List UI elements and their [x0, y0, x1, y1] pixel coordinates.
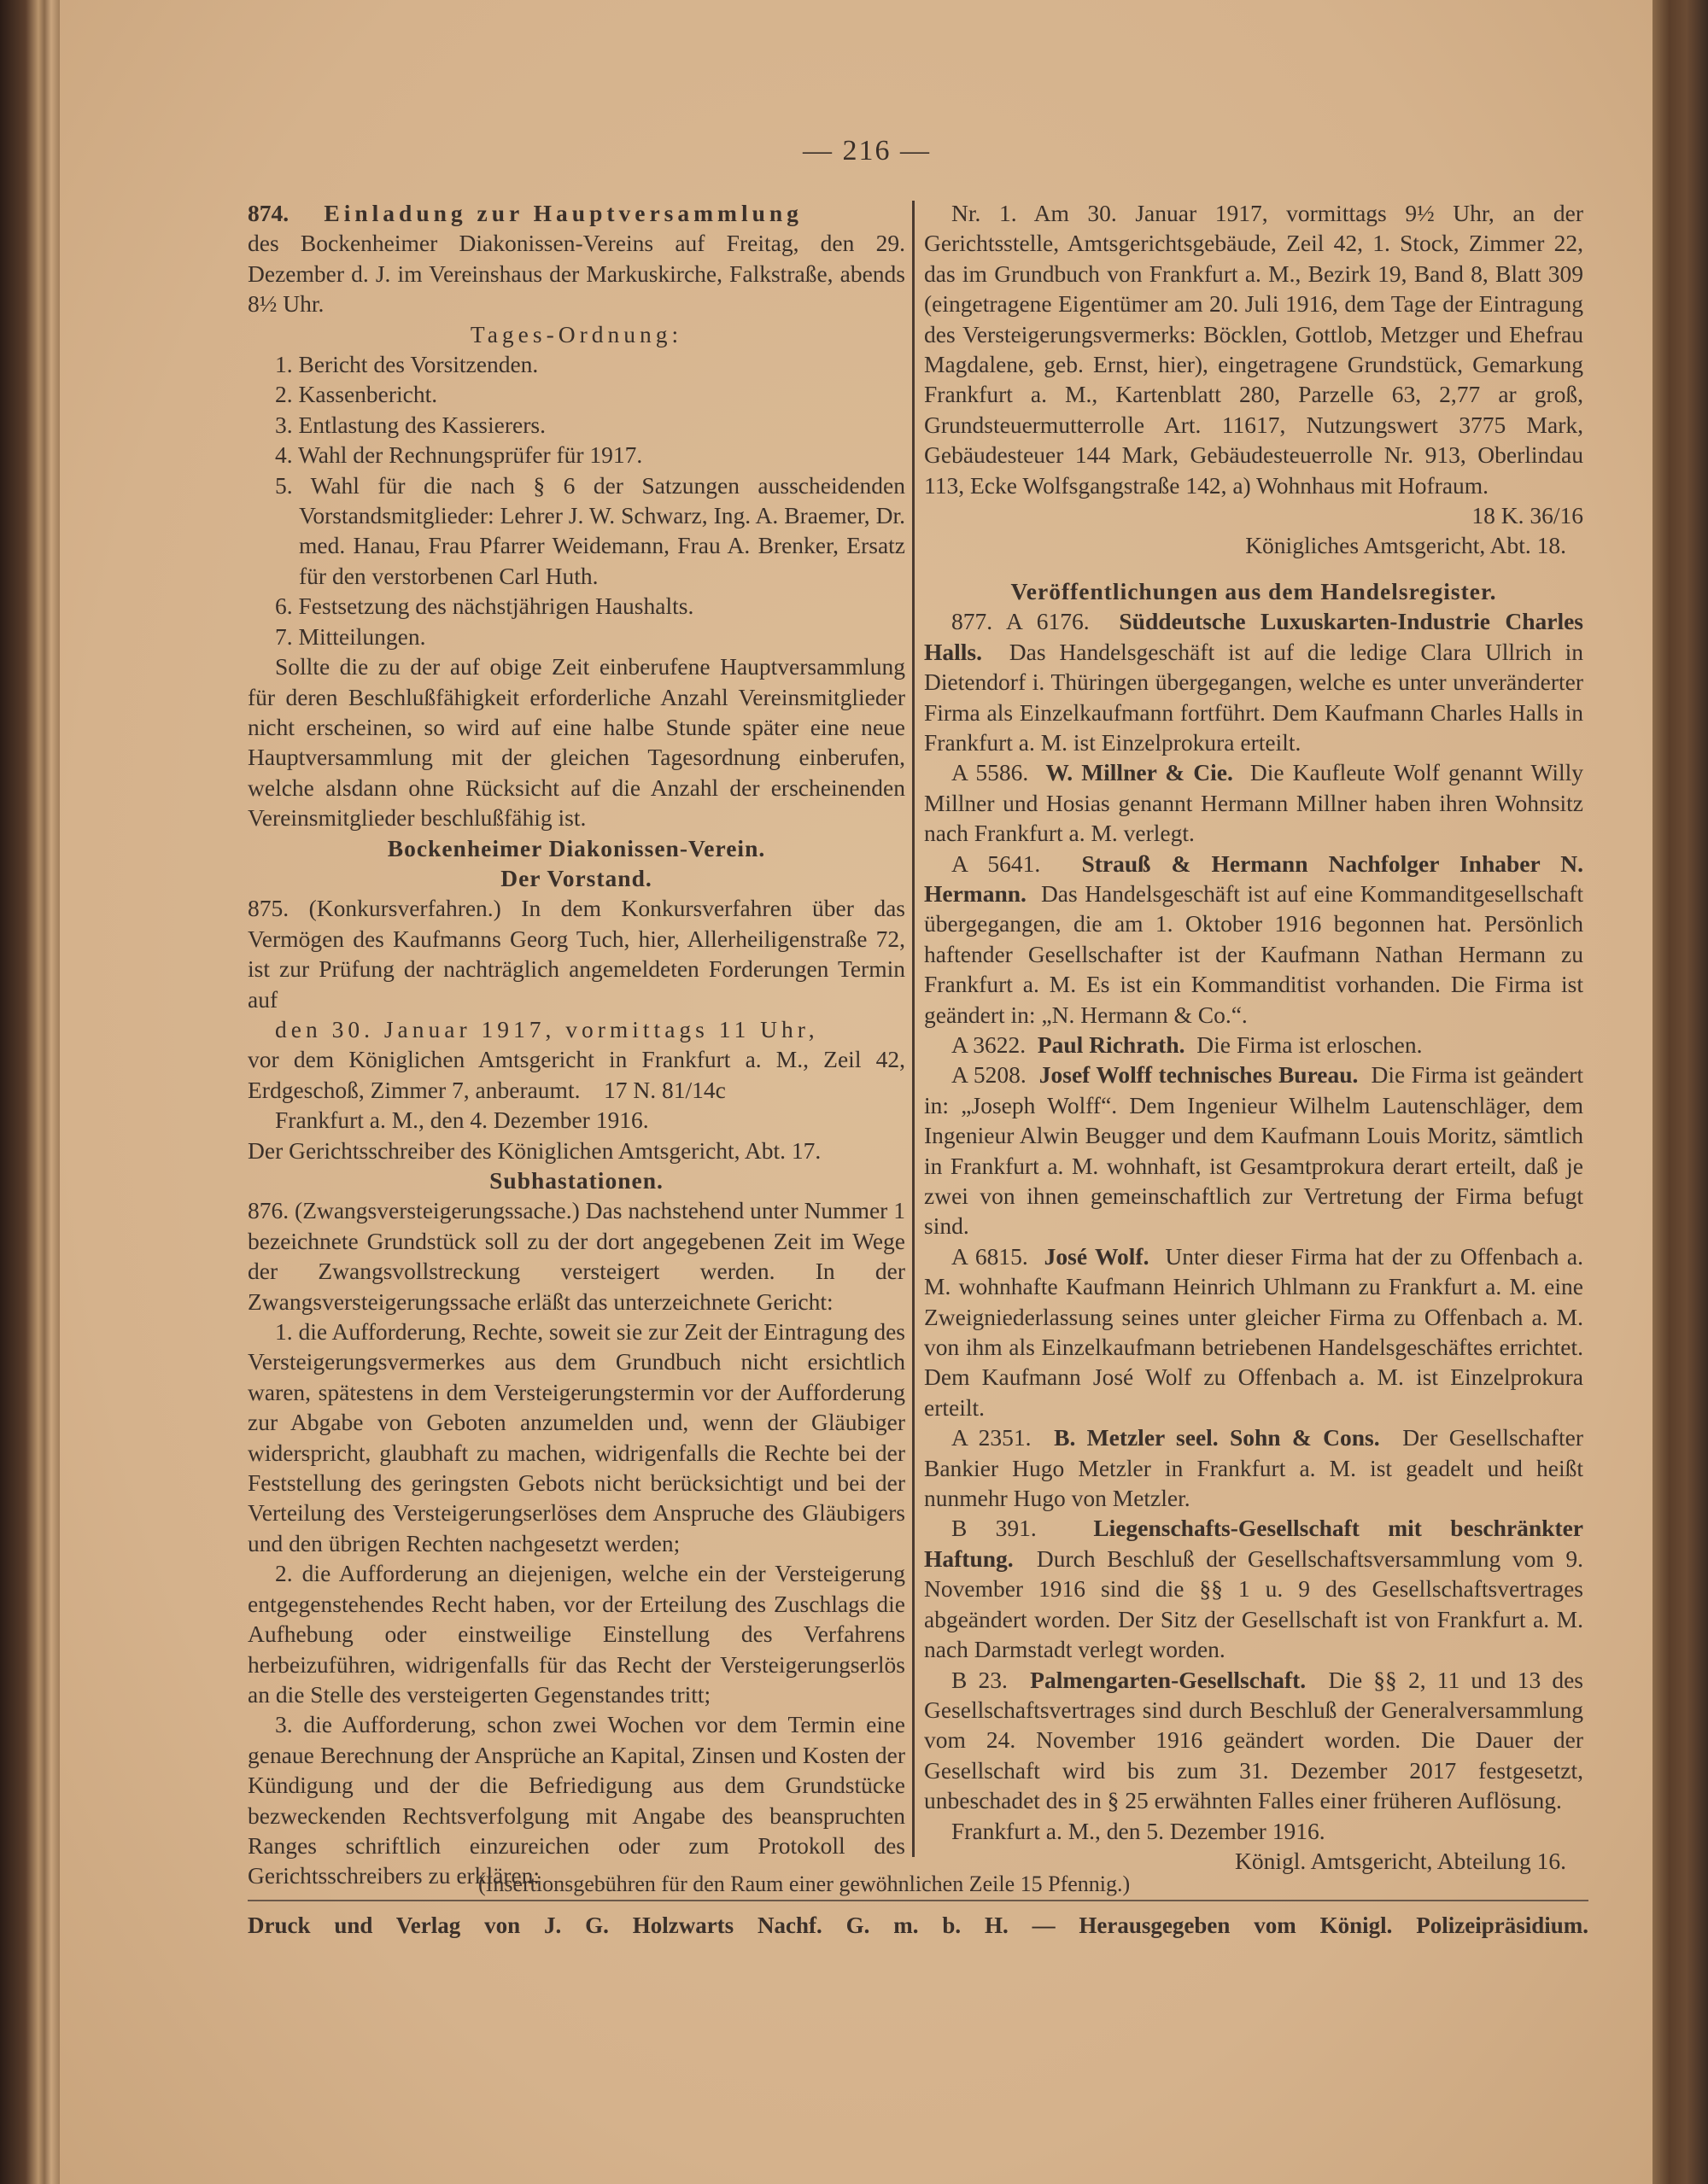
- signature-org: Bockenheimer Diakonissen-Verein.: [387, 834, 766, 861]
- agenda-title: Tages-Ordnung:: [470, 320, 683, 347]
- auction-signature: Königliches Amtsgericht, Abt. 18.: [1245, 532, 1566, 559]
- company-name: Paul Richrath.: [1037, 1031, 1185, 1058]
- notice-874-intro: des Bockenheimer Diakonissen-Vereins auf Freitag, den 29. Dezember d. J. im Vereinshaus der Markuskirche, Falkstraße, abends 8½ Uhr.: [248, 230, 905, 318]
- right-column: [924, 198, 1583, 1876]
- notice-875-text: 875. (Konkursverfahren.) In dem Konkursverfahren über das Vermögen des Kaufmanns Georg Tuch, hier, Allerheiligenstraße 72, ist zur Prüfung der nachträglich angemeldeten Forderungen Termin auf: [248, 895, 905, 1013]
- signature-board: Der Vorstand.: [500, 864, 652, 891]
- entry-text: Die Firma ist geändert in: „Joseph Wolff“. Dem Ingenieur Wilhelm Lautenschläger, dem Ingenieur Alwin Beugger und dem Kaufmann Louis Moritz, sämtlich in Frankfurt a. M. wohnhaft, ist Gesamtprokura derart erteilt, daß je zwei von ihnen gemeinschaftlich zur Vertretung der Firma befugt sind.: [924, 1061, 1584, 1240]
- footer-rule: [248, 1900, 1588, 1901]
- register-entry: [924, 849, 1583, 1030]
- entry-text: Die §§ 2, 11 und 13 des Gesellschaftsvertrages sind durch Beschluß der Generalversammlung vom 24. November 1916 geändert worden. Die Dauer der Gesellschaft wird bis zum 31. Dezember 2017 festgesetzt, unbeschadet des in § 25 erwähnten Falles einer früheren Auflösung.: [924, 1666, 1584, 1814]
- imprint: Druck und Verlag von J. G. Holzwarts Nachf. G. m. b. H. — Herausgegeben vom Königl. Polizeipräsidium.: [248, 1912, 1588, 1938]
- entry-text: Durch Beschluß der Gesellschaftsversammlung vom 9. November 1916 sind die §§ 1 u. 9 des Gesellschaftsvertrages abgeändert worden. Der Sitz der Gesellschaft ist von Frankfurt a. M. nach Darmstadt verlegt worden.: [924, 1545, 1583, 1663]
- company-name: José Wolf.: [1044, 1242, 1149, 1270]
- company-name: Liegenschafts-Gesellschaft mit beschränkter Haftung.: [924, 1515, 1584, 1572]
- register-code: A 3622.: [951, 1031, 1027, 1058]
- register-entry: [924, 1513, 1583, 1664]
- entry-text: Die Kaufleute Wolf genannt Willy Millner und Hosias genannt Hermann Millner haben ihren Wohnsitz nach Frankfurt a. M. verlegt.: [924, 759, 1584, 847]
- company-name: Süddeutsche Luxuskarten-Industrie Charles Halls.: [924, 608, 1584, 665]
- page-number: — 216 —: [803, 135, 931, 166]
- entry-text: Unter dieser Firma hat der zu Offenbach a. M. wohnhafte Kaufmann Heinrich Uhlmann zu Frankfurt a. M. eine Zweigniederlassung seines unter gleicher Firma zu Offenbach a. M. von ihm als Einzelkaufmann betriebenen Handelsgeschäftes errichtet. Dem Kaufmann José Wolf zu Offenbach a. M. ist Einzelprokura erteilt.: [924, 1242, 1583, 1421]
- register-entry: [924, 757, 1583, 848]
- register-place-date: Frankfurt a. M., den 5. Dezember 1916.: [951, 1817, 1325, 1844]
- agenda-item: 4. Wahl der Rechnungsprüfer für 1917.: [275, 441, 643, 469]
- book-edge: [1652, 0, 1708, 2184]
- section-heading: Subhastationen.: [489, 1167, 664, 1194]
- register-code: A 6815.: [951, 1242, 1028, 1270]
- section-heading: Veröffentlichungen aus dem Handelsregister.: [1010, 577, 1497, 604]
- file-reference: 17 N. 81/14c: [603, 1076, 726, 1103]
- company-name: W. Millner & Cie.: [1045, 759, 1233, 786]
- notice-874-heading: [248, 198, 905, 228]
- register-code: A 2351.: [951, 1424, 1032, 1451]
- register-code: B 23.: [951, 1666, 1008, 1693]
- notice-875-date: den 30. Januar 1917, vormittags 11 Uhr,: [275, 1015, 819, 1042]
- notice-876-text: 876. (Zwangsversteigerungssache.) Das nachstehend unter Nummer 1 bezeichnete Grundstück soll zu der dort angegebenen Zeit im Wege der Zwangsvollstreckung versteigert werden. In der Zwangsversteigerungssache erläßt das unterzeichnete Gericht:: [248, 1197, 905, 1315]
- register-code: A 5586.: [951, 759, 1029, 786]
- notice-874-note: Sollte die zu der auf obige Zeit einberufene Hauptversammlung für deren Beschlußfähigkeit erforderliche Anzahl Vereinsmitglieder nicht erscheinen, so wird auf eine halbe Stunde später eine neue Hauptversammlung mit der gleichen Tagesordnung einberufen, welche alsdann ohne Rücksicht auf die Anzahl der erscheinenden Vereinsmitglieder beschlußfähig ist.: [248, 653, 905, 832]
- company-name: Strauß & Hermann Nachfolger Inhaber N. Hermann.: [924, 850, 1584, 907]
- entry-text: Das Handelsgeschäft ist auf die ledige Clara Ullrich in Dietendorf i. Thüringen übergegangen, welche es unter unveränderter Firma als Einzelkaufmann fortführt. Dem Kaufmann Charles Halls in Frankfurt a. M. ist Einzelprokura erteilt.: [924, 638, 1583, 756]
- agenda-item: 5. Wahl für die nach § 6 der Satzungen ausscheidenden Vorstandsmitglieder: Lehrer J. W. Schwarz, Ing. A. Braemer, Dr. med. Hanau, Frau Pfarrer Weidemann, Frau A. Brenker, Ersatz für den verstorbenen Carl Huth.: [275, 471, 905, 589]
- company-name: Palmengarten-Gesellschaft.: [1030, 1666, 1307, 1693]
- agenda-item: 2. Kassenbericht.: [275, 381, 438, 408]
- notice-number: 874.: [248, 200, 290, 226]
- notice-875-text2: [248, 1044, 905, 1105]
- register-entry: [924, 1665, 1583, 1816]
- register-code: A 5208.: [951, 1061, 1027, 1089]
- insertion-fees-note: (Insertionsgebühren für den Raum einer gewöhnlichen Zeile 15 Pfennig.): [478, 1872, 1131, 1896]
- notice-876-point: 1. die Aufforderung, Rechte, soweit sie zur Zeit der Eintragung des Versteigerungsvermerkes aus dem Grundbuch nicht ersichtlich waren, spätestens in dem Versteigerungstermin vor der Aufforderung zur Abgabe von Geboten anzumelden und, wenn der Gläubiger widerspricht, glaubhaft zu machen, widrigenfalls die Rechte bei der Feststellung des geringsten Gebots nicht berücksichtigt und bei der Verteilung des Versteigerungserlöses dem Anspruche des Gläubigers und den übrigen Rechten nachgesetzt werden;: [248, 1318, 905, 1556]
- auction-item-text: Nr. 1. Am 30. Januar 1917, vormittags 9½ Uhr, an der Gerichtsstelle, Amtsgerichtsgebäude, Zeil 42, 1. Stock, Zimmer 22, das im Grundbuch von Frankfurt a. M., Bezirk 19, Band 8, Blatt 309 (eingetragene Eigentümer am 20. Juli 1916, dem Tage der Eintragung des Versteigerungsvermerks: Böcklen, Gottlob, Metzger und Ehefrau Magdalene, geb. Ernst, hier), eingetragene Grundstück, Gemarkung Frankfurt a. M., Kartenblatt 280, Parzelle 63, 2,77 ar groß, Grundsteuermutterrolle Art. 11617, Nutzungswert 3775 Mark, Gebäudesteuer 144 Mark, Gebäudesteuerrolle Nr. 913, Oberlindau 113, Ecke Wolfsgangstraße 142, a) Wohnhaus mit Hofraum.: [924, 200, 1583, 499]
- entry-text: Das Handelsgeschäft ist auf eine Kommanditgesellschaft übergegangen, die am 1. Oktober 1916 begonnen hat. Persönlich haftender Gesellschafter ist der Kaufmann Nathan Hermann zu Frankfurt a. M. Es ist ein Kommanditist vorhanden. Die Firma ist geändert in: „N. Hermann & Co.“.: [924, 879, 1583, 1028]
- column-divider: [912, 201, 915, 1857]
- register-code: B 391.: [951, 1515, 1037, 1542]
- register-entry: [924, 1241, 1583, 1422]
- notice-876-point: 3. die Aufforderung, schon zwei Wochen vor dem Termin eine genaue Berechnung der Ansprüche an Kapital, Zinsen und Kosten der Kündigung und der die Befriedigung aus dem Grundstücke bezweckenden Rechtsverfolgung mit Angabe des beanspruchten Ranges schriftlich einzureichen oder zum Protokoll des Gerichtsschreibers zu erklären:: [248, 1711, 905, 1889]
- register-code: 877. A 6176.: [951, 608, 1090, 635]
- entry-text: Die Firma ist erloschen.: [1196, 1031, 1423, 1058]
- agenda-item: 3. Entlastung des Kassierers.: [275, 411, 546, 438]
- register-entry: [924, 1060, 1583, 1241]
- left-column: [248, 198, 905, 1891]
- agenda-item: 1. Bericht des Vorsitzenden.: [275, 351, 539, 378]
- agenda-item: 6. Festsetzung des nächstjährigen Haushalts.: [275, 593, 694, 620]
- company-name: B. Metzler seel. Sohn & Cons.: [1054, 1424, 1380, 1451]
- register-entries: [924, 606, 1583, 1815]
- company-name: Josef Wolff technisches Bureau.: [1038, 1061, 1359, 1089]
- register-entry: [924, 606, 1583, 757]
- notice-876-point: 2. die Aufforderung an diejenigen, welche ein der Versteigerung entgegenstehendes Recht haben, vor der Erteilung des Zuschlags die Aufhebung oder einstweilige Einstellung des Verfahrens herbeizuführen, widrigenfalls für das Recht der Versteigerungserlös an die Stelle des versteigerten Gegenstandes tritt;: [248, 1560, 905, 1708]
- book-binding: [0, 0, 60, 2184]
- auction-file-reference: 18 K. 36/16: [1471, 502, 1583, 529]
- agenda-item: 7. Mitteilungen.: [275, 622, 426, 650]
- notice-875-place: Frankfurt a. M., den 4. Dezember 1916.: [275, 1107, 649, 1134]
- notice-875-signature: Der Gerichtsschreiber des Königlichen Amtsgericht, Abt. 17.: [248, 1136, 822, 1164]
- register-entry: [924, 1422, 1583, 1513]
- notice-875-location: vor dem Königlichen Amtsgericht in Frankfurt a. M., Zeil 42, Erdgeschoß, Zimmer 7, anberaumt.: [248, 1046, 905, 1103]
- notice-title: Einladung zur Hauptversammlung: [324, 200, 803, 226]
- register-entry: [924, 1030, 1583, 1060]
- entry-text: Der Gesellschafter Bankier Hugo Metzler in Frankfurt a. M. ist geadelt und heißt nunmehr Hugo von Metzler.: [924, 1424, 1584, 1512]
- register-code: A 5641.: [951, 850, 1041, 877]
- register-signature: Königl. Amtsgericht, Abteilung 16.: [1234, 1847, 1566, 1874]
